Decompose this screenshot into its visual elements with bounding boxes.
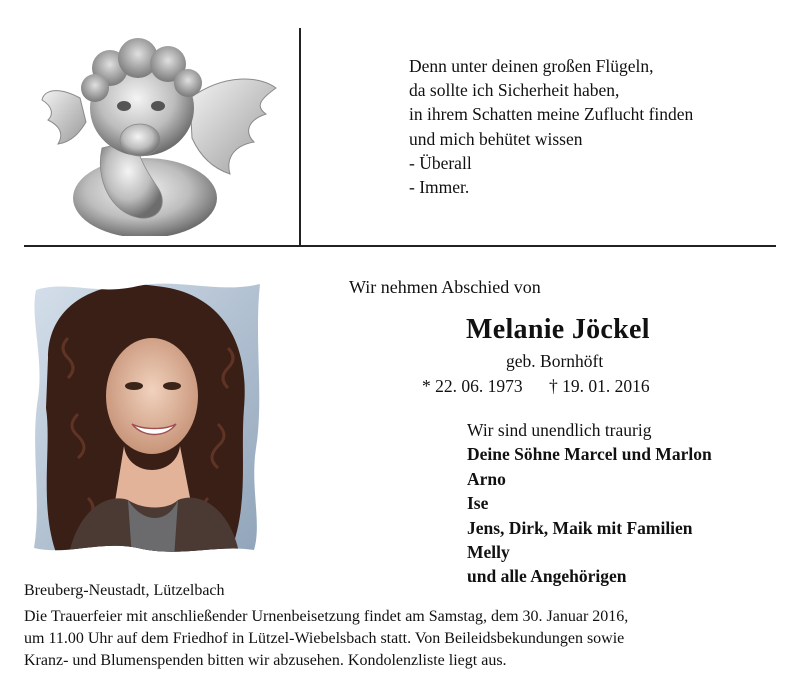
- mourners-intro: Wir sind unendlich traurig: [467, 420, 652, 440]
- mourners-list: [467, 418, 712, 589]
- notice-line: Die Trauerfeier mit anschließender Urnenbeisetzung findet am Samstag, dem 30. Januar 2016,: [24, 608, 629, 625]
- life-dates: [422, 376, 650, 397]
- poem-line: Denn unter deinen großen Flügeln,: [409, 56, 654, 76]
- funeral-notice: [24, 606, 784, 673]
- birth-date: 22. 06. 1973: [435, 376, 523, 396]
- death-symbol: †: [549, 376, 558, 396]
- poem-line: und mich behütet wissen: [409, 128, 583, 149]
- poem-line: da sollte ich Sicherheit haben,: [409, 80, 620, 101]
- birth-name: geb. Bornhöft: [506, 351, 604, 371]
- horizontal-divider: [24, 245, 776, 247]
- death-date: 19. 01. 2016: [562, 376, 650, 396]
- mourner-name: Ise: [467, 493, 489, 514]
- mourner-name: Deine Söhne Marcel und Marlon: [467, 444, 712, 465]
- place-line: Breuberg-Neustadt, Lützelbach: [24, 582, 225, 599]
- cherub-image: [40, 28, 280, 236]
- poem-line: - Überall: [409, 152, 472, 173]
- birth-symbol: *: [422, 376, 431, 396]
- farewell-intro: Wir nehmen Abschied von: [349, 277, 541, 297]
- mourner-name: Arno: [467, 468, 506, 489]
- poem-line: in ihrem Schatten meine Zuflucht finden: [409, 104, 694, 125]
- poem: [409, 54, 693, 199]
- mourner-name: Melly: [467, 542, 510, 563]
- poem-line: - Immer.: [409, 177, 470, 198]
- vertical-divider: [299, 28, 301, 246]
- notice-line: Kranz- und Blumenspenden bitten wir abzusehen. Kondolenzliste liegt aus.: [24, 652, 507, 670]
- notice-line: um 11.00 Uhr auf dem Friedhof in Lützel-Wiebelsbach statt. Von Beileidsbekundungen sowie: [24, 630, 625, 648]
- portrait-photo: [28, 278, 266, 558]
- mourner-name: und alle Angehörigen: [467, 566, 627, 587]
- deceased-name: Melanie Jöckel: [466, 314, 650, 345]
- mourner-name: Jens, Dirk, Maik mit Familien: [467, 517, 693, 538]
